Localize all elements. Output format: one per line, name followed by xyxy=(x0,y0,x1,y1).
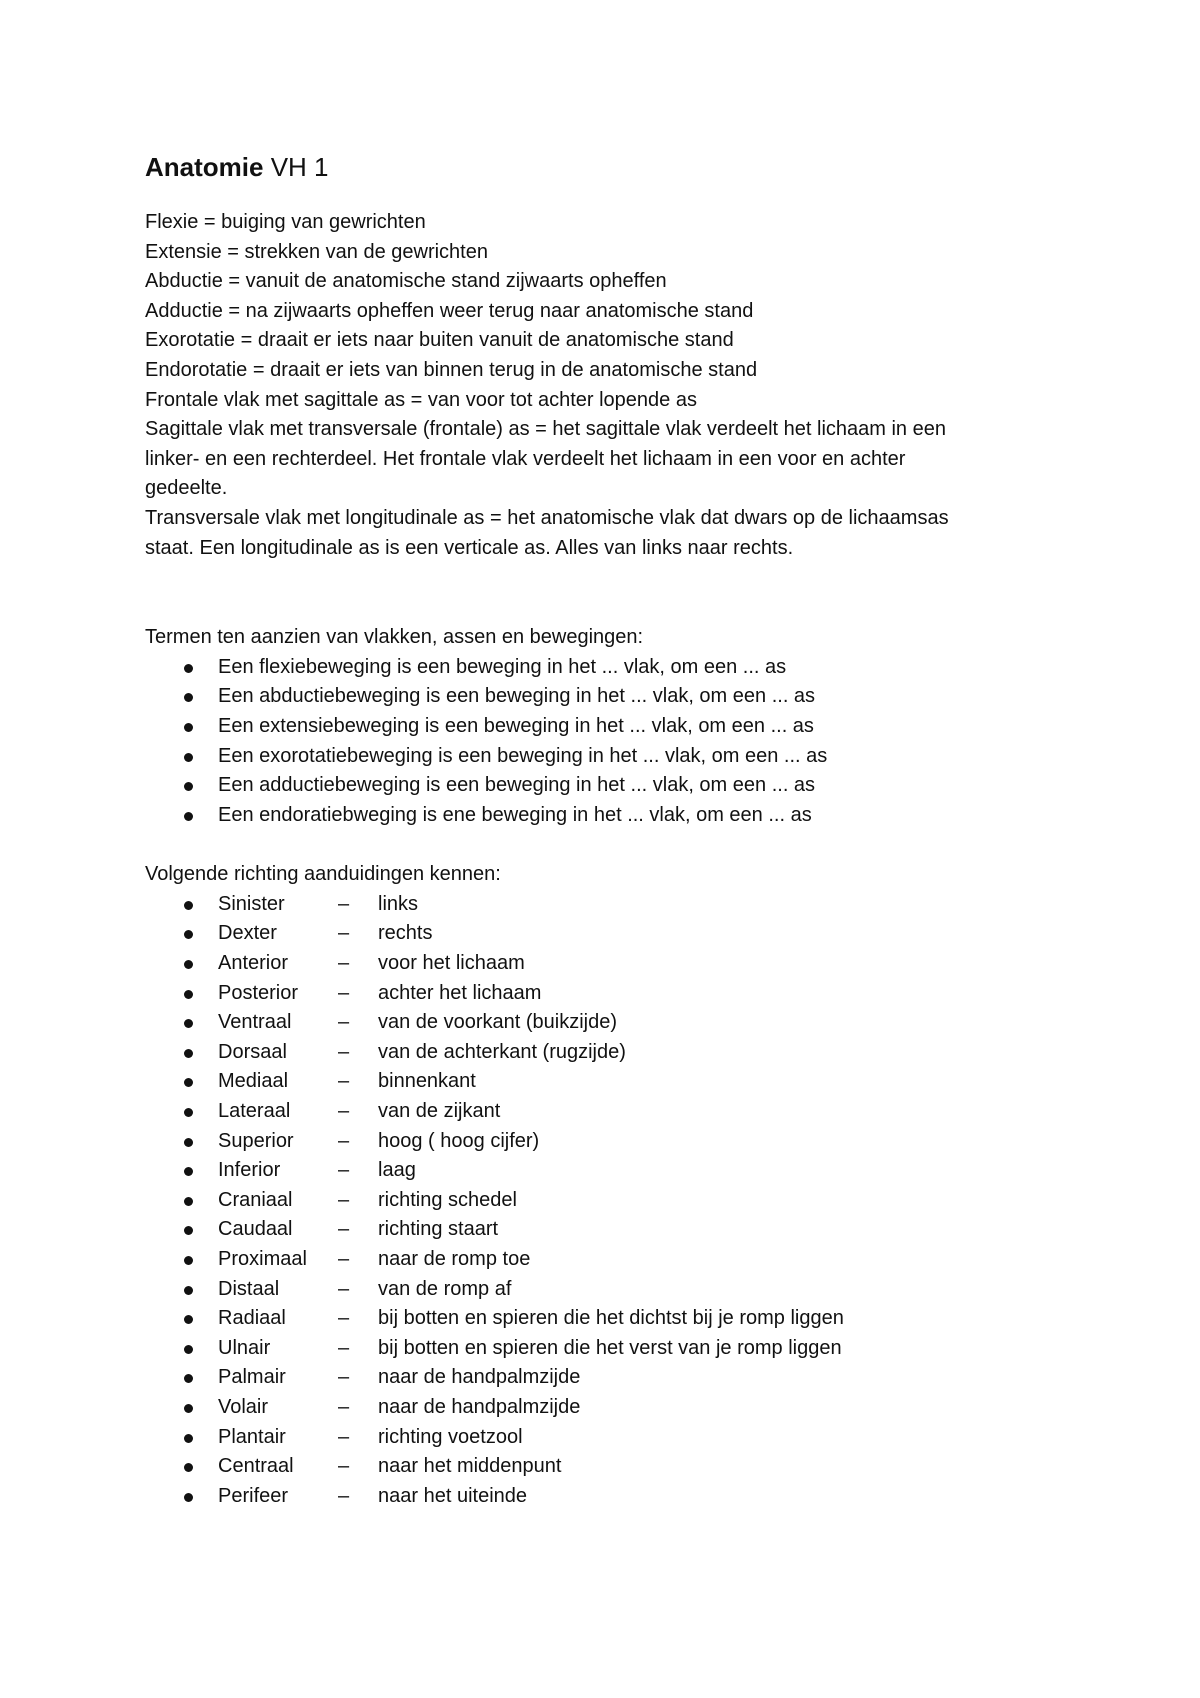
direction-term: Caudaal xyxy=(218,1218,293,1241)
bullet-icon xyxy=(184,782,193,791)
definition-line: Sagittale vlak met transversale (frontale) as = het sagittale vlak verdeelt het lichaam in een xyxy=(145,418,946,441)
direction-meaning: voor het lichaam xyxy=(378,952,525,975)
direction-term: Sinister xyxy=(218,892,285,915)
bullet-icon xyxy=(184,1256,193,1265)
direction-item xyxy=(145,1097,1085,1127)
bullet-icon xyxy=(184,1049,193,1058)
direction-term: Perifeer xyxy=(218,1484,289,1507)
direction-item xyxy=(145,1008,1085,1038)
direction-term: Palmair xyxy=(218,1366,286,1389)
direction-term: Inferior xyxy=(218,1159,281,1182)
definition-line: linker- en een rechterdeel. Het frontale vlak verdeelt het lichaam in een voor en achter xyxy=(145,447,906,470)
direction-meaning: bij botten en spieren die het dichtst bij je romp liggen xyxy=(378,1307,844,1330)
direction-dash: – xyxy=(338,952,350,975)
bullet-icon xyxy=(184,812,193,821)
direction-item xyxy=(145,1215,1085,1245)
direction-item xyxy=(145,1334,1085,1364)
direction-meaning: naar het middenpunt xyxy=(378,1455,562,1478)
direction-term: Dorsaal xyxy=(218,1040,287,1063)
direction-dash: – xyxy=(338,1277,350,1300)
bullet-icon xyxy=(184,1019,193,1028)
definition-line: Adductie = na zijwaarts opheffen weer terug naar anatomische stand xyxy=(145,299,754,322)
direction-term: Proximaal xyxy=(218,1248,307,1270)
direction-dash: – xyxy=(338,922,350,945)
bullet-icon xyxy=(184,1078,193,1087)
direction-dash: – xyxy=(338,1425,350,1448)
direction-dash: – xyxy=(338,1455,350,1478)
direction-term: Plantair xyxy=(218,1425,286,1448)
direction-meaning: achter het lichaam xyxy=(378,981,542,1004)
definition-line: Exorotatie = draait er iets naar buiten vanuit de anatomische stand xyxy=(145,329,734,352)
direction-dash: – xyxy=(338,1484,350,1507)
definition-line: Transversale vlak met longitudinale as = het anatomische vlak dat dwars op de lichaamsas xyxy=(145,506,949,529)
bullet-icon xyxy=(184,930,193,939)
bullet-icon xyxy=(184,1345,193,1354)
direction-meaning: rechts xyxy=(378,922,433,945)
direction-meaning: hoog ( hoog cijfer) xyxy=(378,1129,540,1152)
bullet-icon xyxy=(184,1108,193,1117)
bullet-icon xyxy=(184,693,193,702)
direction-dash: – xyxy=(338,1040,350,1063)
bullet-icon xyxy=(184,1167,193,1176)
direction-item xyxy=(145,1127,1085,1157)
bullet-icon xyxy=(184,901,193,910)
direction-item xyxy=(145,919,1085,949)
definition-line: Flexie = buiging van gewrichten xyxy=(145,211,426,233)
direction-dash: – xyxy=(338,1100,350,1123)
terms-list xyxy=(145,653,1085,831)
direction-meaning: richting schedel xyxy=(378,1188,517,1211)
bullet-icon xyxy=(184,753,193,762)
definition-line: Abductie = vanuit de anatomische stand zijwaarts opheffen xyxy=(145,270,667,293)
direction-meaning: naar de handpalmzijde xyxy=(378,1366,581,1389)
definition-line: Frontale vlak met sagittale as = van voor tot achter lopende as xyxy=(145,388,697,411)
direction-meaning: links xyxy=(378,892,419,915)
direction-term: Lateraal xyxy=(218,1100,291,1123)
direction-dash: – xyxy=(338,1336,350,1359)
bullet-icon xyxy=(184,664,193,673)
direction-item xyxy=(145,979,1085,1009)
direction-dash: – xyxy=(338,1218,350,1241)
bullet-icon xyxy=(184,1374,193,1383)
direction-term: Ventraal xyxy=(218,1011,292,1034)
direction-meaning: laag xyxy=(378,1159,416,1182)
list-item: Een extensiebeweging is een beweging in het ... vlak, om een ... as xyxy=(145,712,1085,742)
directions-heading: Volgende richting aanduidingen kennen: xyxy=(145,863,501,886)
list-item: Een exorotatiebeweging is een beweging in het ... vlak, om een ... as xyxy=(145,742,1085,772)
bullet-icon xyxy=(184,1197,193,1206)
direction-meaning: binnenkant xyxy=(378,1070,476,1093)
direction-item xyxy=(145,1186,1085,1216)
directions-list xyxy=(145,890,1085,1511)
bullet-icon xyxy=(184,1315,193,1324)
list-item: Een abductiebeweging is een beweging in het ... vlak, om een ... as xyxy=(145,682,1085,712)
title-bold: Anatomie xyxy=(145,152,264,182)
bullet-icon xyxy=(184,1463,193,1472)
direction-dash: – xyxy=(338,981,350,1004)
direction-term: Dexter xyxy=(218,922,277,945)
direction-dash: – xyxy=(338,1395,350,1418)
terms-heading: Termen ten aanzien van vlakken, assen en bewegingen: xyxy=(145,626,644,649)
bullet-icon xyxy=(184,1226,193,1235)
definitions-block xyxy=(145,208,1085,563)
direction-meaning: van de achterkant (rugzijde) xyxy=(378,1040,626,1063)
list-item: Een flexiebeweging is een beweging in het ... vlak, om een ... as xyxy=(145,653,1085,683)
direction-dash: – xyxy=(338,1159,350,1182)
direction-dash: – xyxy=(338,892,350,915)
document-title xyxy=(145,150,1085,184)
direction-meaning: naar de romp toe xyxy=(378,1248,531,1270)
direction-term: Craniaal xyxy=(218,1188,293,1211)
direction-item xyxy=(145,1304,1085,1334)
bullet-icon xyxy=(184,1286,193,1295)
direction-item xyxy=(145,1245,1085,1275)
direction-term: Mediaal xyxy=(218,1070,289,1093)
bullet-icon xyxy=(184,960,193,969)
direction-item xyxy=(145,1393,1085,1423)
list-item: Een adductiebeweging is een beweging in het ... vlak, om een ... as xyxy=(145,771,1085,801)
direction-item xyxy=(145,1038,1085,1068)
direction-item xyxy=(145,1482,1085,1512)
direction-meaning: van de zijkant xyxy=(378,1100,501,1123)
definition-line: staat. Een longitudinale as is een verticale as. Alles van links naar rechts. xyxy=(145,536,794,559)
direction-dash: – xyxy=(338,1188,350,1211)
direction-meaning: richting staart xyxy=(378,1218,499,1241)
list-item: Een endoratiebweging is ene beweging in het ... vlak, om een ... as xyxy=(145,801,1085,831)
direction-meaning: van de romp af xyxy=(378,1277,512,1300)
definition-line: Endorotatie = draait er iets van binnen terug in de anatomische stand xyxy=(145,358,758,381)
bullet-icon xyxy=(184,1493,193,1502)
bullet-icon xyxy=(184,1138,193,1147)
direction-term: Centraal xyxy=(218,1455,294,1478)
direction-term: Volair xyxy=(218,1395,269,1418)
direction-item xyxy=(145,1363,1085,1393)
direction-dash: – xyxy=(338,1366,350,1389)
direction-item xyxy=(145,1067,1085,1097)
direction-meaning: richting voetzool xyxy=(378,1425,523,1448)
direction-meaning: bij botten en spieren die het verst van je romp liggen xyxy=(378,1336,842,1359)
direction-dash: – xyxy=(338,1011,350,1034)
direction-item xyxy=(145,949,1085,979)
direction-item xyxy=(145,1452,1085,1482)
direction-term: Anterior xyxy=(218,952,289,975)
direction-dash: – xyxy=(338,1248,350,1270)
direction-meaning: naar het uiteinde xyxy=(378,1484,528,1507)
direction-item xyxy=(145,1156,1085,1186)
direction-item xyxy=(145,1423,1085,1453)
direction-item xyxy=(145,1275,1085,1305)
direction-dash: – xyxy=(338,1070,350,1093)
bullet-icon xyxy=(184,723,193,732)
direction-term: Superior xyxy=(218,1129,294,1152)
title-rest: VH 1 xyxy=(263,152,329,182)
bullet-icon xyxy=(184,1434,193,1443)
direction-dash: – xyxy=(338,1307,350,1330)
direction-dash: – xyxy=(338,1129,350,1152)
direction-meaning: van de voorkant (buikzijde) xyxy=(378,1011,618,1034)
direction-term: Posterior xyxy=(218,981,299,1004)
document-page xyxy=(145,150,1085,1511)
bullet-icon xyxy=(184,990,193,999)
direction-term: Radiaal xyxy=(218,1307,286,1330)
bullet-icon xyxy=(184,1404,193,1413)
definition-line: gedeelte. xyxy=(145,477,228,500)
definition-line: Extensie = strekken van de gewrichten xyxy=(145,240,488,263)
direction-term: Ulnair xyxy=(218,1336,271,1359)
direction-meaning: naar de handpalmzijde xyxy=(378,1395,581,1418)
direction-item xyxy=(145,890,1085,920)
direction-term: Distaal xyxy=(218,1277,280,1300)
